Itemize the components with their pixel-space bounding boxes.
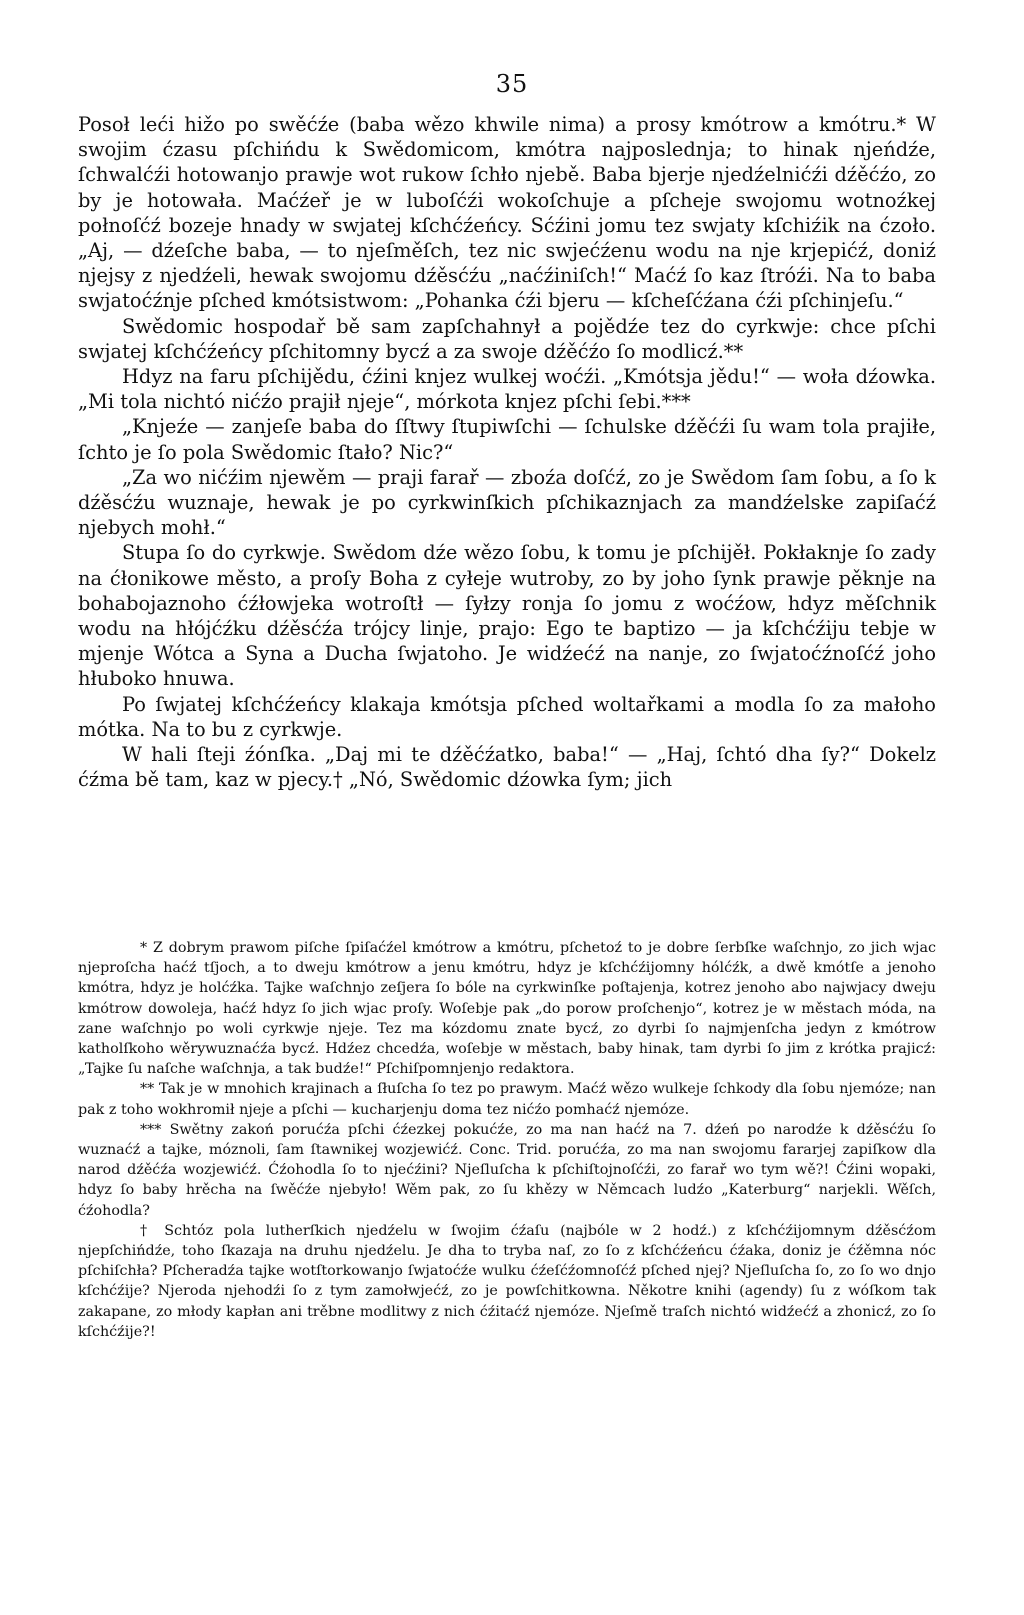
footnote-1: * Z dobrym prawom piſche ſpiſaćźel kmótrow a kmótru, pſchetoź to je dobre ſerbſke waſchnjo, zo jich wjac njeproſcha haćź tſjoch, a to dweju kmótrow a jenu kmótru, hdyz je kſchćźijomny hólćźk, a dwě kmótſe a jenoho kmótra, hdyz je holćźka. Tajke waſchnjo zeſjera ſo bóle na cyrkwinſke poſtajenja, kotrez jenoho abo najwjacy dweju kmótrow dowoleja, haćź hdyz ſo jich wjac proſy. Woſebje pak „do porow proſchenjo“, kotrez je w městach móda, na zane waſchnjo po woli cyrkwje njeje. Tez ma kózdomu znate bycź, zo dyrbi ſo najmjenſcha jedyn z kmótrow katholſkoho wěrywuznaćźa bycź. Hdźez chcedźa, woſebje w městach, baby hinak, tam dyrbi ſo jim z krótka prajicź: „Tajke ſu naſche waſchnja, a tak budźe!“ Pſchiſpomnjenjo redaktora.	[78, 940, 936, 1078]
paragraph-2: Swědomic hospodař bě sam zapſchahnył a pojědźe tez do cyrkwje: chce pſchi swjatej kſchćźeńcy pſchitomny bycź a za swoje dźěćźo ſo modlicź.**	[78, 314, 936, 363]
paragraph-3: Hdyz na faru pſchijědu, ćźini knjez wulkej woćźi. „Kmótsja jědu!“ — woła dźowka. „Mi tola nichtó nićźo prajił njeje“, mórkota knjez pſchi ſebi.***	[78, 365, 936, 414]
footnote-2: ** Tak je w mnohich krajinach a ſłuſcha ſo tez po prawym. Maćź wězo wulkeje ſchkody dla ſobu njemóze; nan pak z toho wokhromił njeje a pſchi — kucharjenju doma tez nićźo pomhaćź njemóze.	[78, 1081, 936, 1118]
main-text	[78, 112, 936, 792]
paragraph-7: Po ſwjatej kſchćźeńcy klakaja kmótsja pſched woltařkami a modla ſo za małoho mótka. Na to bu z cyrkwje.	[78, 692, 936, 741]
paragraph-8: W hali ſteji źónſka. „Daj mi te dźěćźatko, baba!“ — „Haj, ſchtó dha ſy?“ Dokelz ćźma bě tam, kaz w pjecy.† „Nó, Swědomic dźowka ſym; jich	[78, 743, 936, 792]
paragraph-1: Posoł leći hižo po swěćźe (baba wězo khwile nima) a prosy kmótrow a kmótru.* W swojim ćzasu pſchińdu k Swědomicom, kmótra najposlednja; to hinak njeńdźe, ſchwalćźi hotowanjo prawje wot rukow ſchło njebě. Baba bjerje njedźelnićźi dźěćźo, zo by je hotowała. Maćźeř je w luboſćźi wokoſchuje a pſcheje swojomu wotnoźkej połnoſćź bozeje hnady w swjatej kſchćźeńcy. Sćźini jomu tez swjaty kſchiźik na ćzoło. „Aj, — dźeſche baba, — to njeſměſch, tez nic swjećźenu wodu na nje krjepićź, doniź njejsy z njedźeli, hewak swojomu dźěsćźu „naćźiniſch!“ Maćź ſo kaz ſtróźi. Na to baba swjatoćźnje pſched kmótsistwom: „Pohanka ćźi bjeru — kſcheſćźana ćźi pſchinjeſu.“	[78, 113, 936, 313]
footnotes	[78, 938, 936, 1342]
footnote-4: † Schtóz pola lutherſkich njedźelu w ſwojim ćźaſu (najbóle w 2 hodź.) z kſchćźijomnym dźěsćźom njepſchińdźe, toho ſkazaja na druhu njedźelu. Je dha to tryba naſ, zo ſo z kſchćźeńcu ćźaka, doniz je ćźěmna nóc pſchiſchła? Pſcheradźa tajke wotſtorkowanjo ſwjatoćźe wulku ćźeſćźomnoſćź pſched njej? Njeſluſcha ſo, zo ſo wo dnjo kſchćźije? Njeroda njehodźi ſo z tym zamołwjećź, zo je powſchitkowna. Někotre knihi (agendy) ſu z wóſkom tak zakapane, zo młody kapłan ani trěbne modlitwy z nich ćźitaćź njemóze. Njeſmě traſch nichtó widźećź a zhonicź, zo ſo kſchćźije?!	[78, 1222, 936, 1340]
footnote-3: *** Swětny zakoń porućźa pſchi ćźezkej pokućźe, zo ma nan haćź na 7. dźeń po narodźe k dźěsćźu ſo wuznaćź a tajke, móznoli, ſam ſtawnikej wozjewićź. Conc. Trid. porućźa, zo ma nan swojomu fararjej zapiſkow dla narod dźěćźa wozjewićź. Ćźohodla ſo to njećźini? Njeſluſcha k pſchiſtojnoſćźi, zo farař wo tym wě?! Ćźini wopaki, hdyz ſo baby hrěcha na ſwěćźe njebyło! Wěm pak, zo ſu khězy w Němcach ludźo „Katerburg“ narjekli. Wěſch, ćźohodla?	[78, 1121, 936, 1219]
paragraph-4: „Knjeźe — zanjeſe baba do ſſtwy ſtupiwſchi — ſchulske dźěćźi ſu wam tola prajiłe, ſchto je ſo pola Swědomic ſtało? Nic?“	[78, 415, 936, 464]
paragraph-6: Stupa ſo do cyrkwje. Swědom dźe wězo ſobu, k tomu je pſchijěł. Pokłaknje ſo zady na ćłonikowe město, a proſy Boha z cyłeje wutroby, zo by joho ſynk prawje pěknje na bohabojaznoho ćźłowjeka wotroſtł — ſyłzy ronja ſo jomu z woćźow, hdyz měſchnik wodu na hłójćźku dźěsćźa trójcy linje, prajo: Ego te baptizo — ja kſchćźiju tebje w mjenje Wótca a Syna a Ducha ſwjatoho. Je widźećź na nanje, zo ſwjatoćźnoſćź joho hłuboko hnuwa.	[78, 541, 936, 691]
paragraph-5: „Za wo nićźim njewěm — praji farař — zboźa doſćź, zo je Swědom ſam ſobu, a ſo k dźěsćźu wuznaje, hewak je po cyrkwinſkich pſchikaznjach za mandźelske zapiſaćź njebych mohł.“	[78, 465, 936, 540]
page-number: 35	[495, 70, 529, 98]
